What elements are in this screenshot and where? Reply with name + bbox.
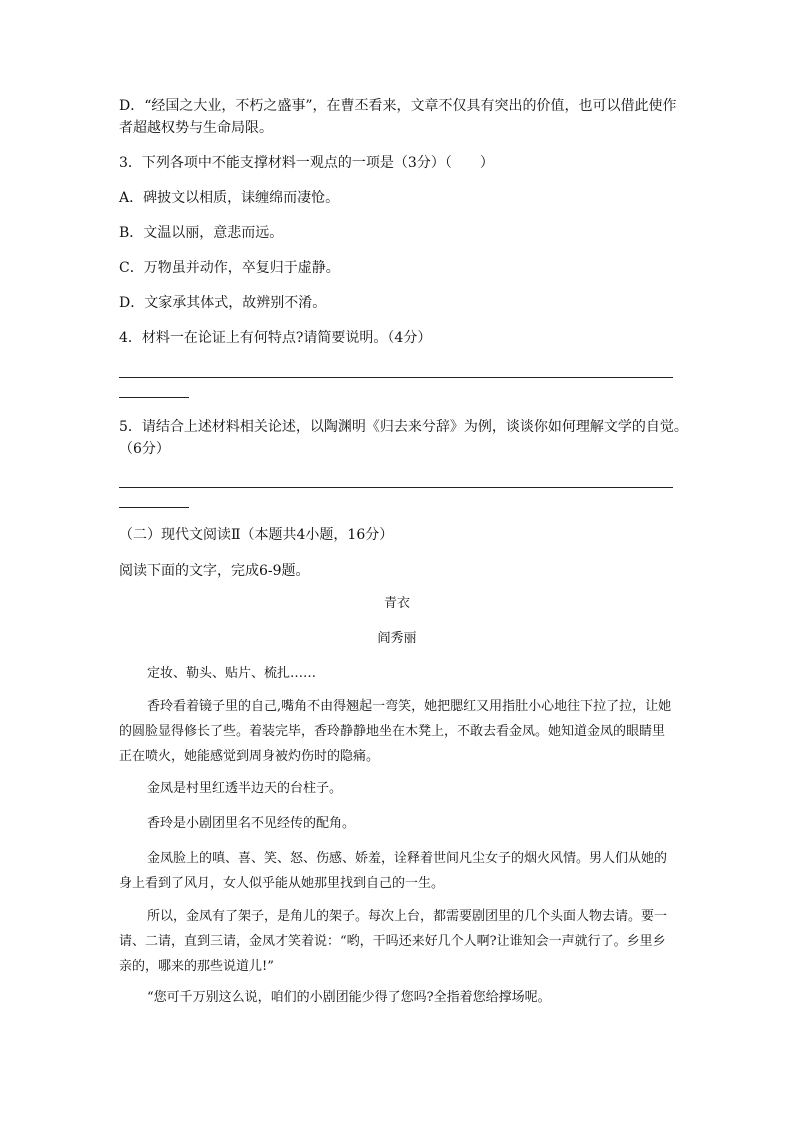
- q3-option-b: B．文温以丽，意悲而远。: [119, 225, 284, 241]
- story-paragraph: 金凤是村里红透半边天的台柱子。: [147, 781, 343, 796]
- q5-stem-line2: （6分）: [119, 441, 170, 457]
- section-instruction: 阅读下面的文字，完成6-9题。: [119, 563, 310, 579]
- story-paragraph: “您可千万别这么说，咱们的小剧团能少得了您吗?全指着您给撑场呢。: [147, 990, 551, 1005]
- q4-answer-line[interactable]: [119, 377, 673, 378]
- q5-stem-line1: 5．请结合上述材料相关论述，以陶渊明《归去来兮辞》为例，谈谈你如何理解文学的自觉。: [119, 419, 688, 435]
- story-paragraph: 定妆、勒头、贴片、梳扎……: [147, 666, 317, 681]
- q2-option-d-line2: 者超越权势与生命局限。: [119, 120, 273, 136]
- q4-answer-line-short[interactable]: [119, 397, 189, 398]
- section-heading: （二）现代文阅读Ⅱ（本题共4小题，16分）: [119, 527, 394, 543]
- q5-answer-line-short[interactable]: [119, 507, 189, 508]
- q4-stem: 4．材料一在论证上有何特点?请简要说明。（4分）: [119, 330, 432, 346]
- q3-option-d: D．文家承其体式，故辨别不淆。: [119, 295, 327, 311]
- q2-option-d-line1: D．“经国之大业，不朽之盛事”，在曹丕看来，文章不仅具有突出的价值，也可以借此使作: [119, 98, 677, 114]
- story-paragraph: 金凤脸上的嗔、喜、笑、怒、伤感、娇羞，诠释着世间凡尘女子的烟火风情。男人们从她的身上看到了风月，女人似乎能从她那里找到自己的一生。: [119, 851, 668, 891]
- story-paragraph: 香玲看着镜子里的自己,嘴角不由得翘起一弯笑，她把腮红又用指肚小心地往下拉了拉，让她的圆脸显得修长了些。着装完毕，香玲静静地坐在木凳上，不敢去看金凤。她知道金凤的眼睛里正在喷火，她能感觉到周身被灼伤时的隐痛。: [119, 699, 672, 764]
- story-paragraph: 所以，金凤有了架子，是角儿的架子。每次上台，都需要剧团里的几个头面人物去请。要一请、二请，直到三请，金凤才笑着说：“哟，干吗还来好几个人啊?让谁知会一声就行了。乡里乡亲的，哪来的那些说道儿!”: [119, 909, 668, 974]
- q3-option-a: A．碑披文以相质，诔缠绵而凄怆。: [119, 190, 340, 206]
- story-title: 青衣: [383, 596, 410, 611]
- q3-option-c: C．万物虽并动作，卒复归于虚静。: [119, 260, 340, 276]
- q3-stem: 3．下列各项中不能支撑材料一观点的一项是（3分）（ ）: [119, 155, 494, 171]
- q5-answer-line[interactable]: [119, 487, 673, 488]
- story-author: 阎秀丽: [377, 631, 417, 646]
- story-paragraph: 香玲是小剧团里名不见经传的配角。: [147, 816, 356, 831]
